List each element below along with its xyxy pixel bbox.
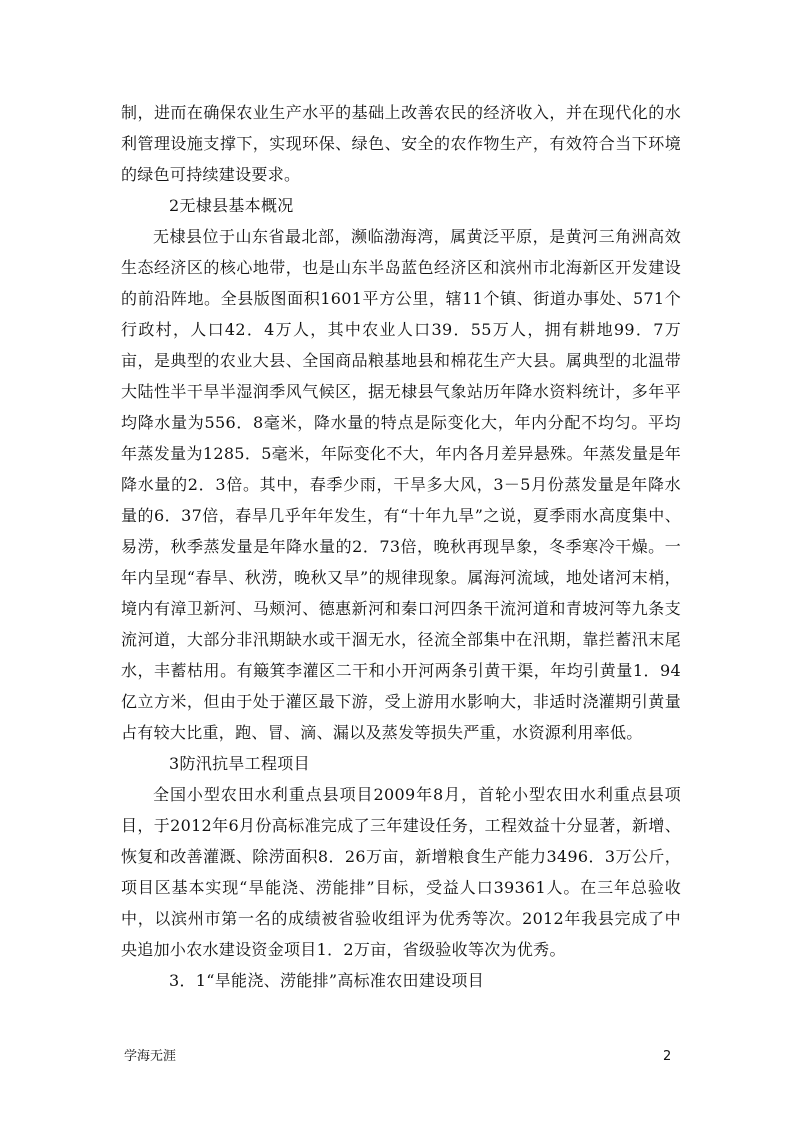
footer-motto: 学海无涯: [124, 1049, 177, 1064]
paragraph-county-overview: 无棣县位于山东省最北部，濒临渤海湾，属黄泛平原，是黄河三角洲高效生态经济区的核心地带，也是山东半岛蓝色经济区和滨州市北海新区开发建设的前沿阵地。全县版图面积1601平方公里，辖11个镇、街道办事处、571个行政村，人口42．4万人，其中农业人口39．55万人，拥有耕地99．7万亩，是典型的农业大县、全国商品粮基地县和棉花生产大县。属典型的北温带大陆性半干旱半湿润季风气候区，据无棣县气象站历年降水资料统计，多年平均降水量为556．8毫米，降水量的特点是际变化大，年内分配不均匀。平均年蒸发量为1285．5毫米，年际变化不大，年内各月差异悬殊。年蒸发量是年降水量的2．3倍。其中，春季少雨，干旱多大风，3－5月份蒸发量是年降水量的6．37倍，春旱几乎年年发生，有“十年九旱”之说，夏季雨水高度集中、易涝，秋季蒸发量是年降水量的2．73倍，晚秋再现旱象，冬季寒冷干燥。一年内呈现“春旱、秋涝，晚秋又旱”的规律现象。属海河流域，地处诸河末梢，境内有漳卫新河、马颊河、德惠新河和秦口河四条干流河道和青坡河等九条支流河道，大部分非汛期缺水或干涸无水，径流全部集中在汛期，靠拦蓄汛末尾水，丰蓄枯用。有簸箕李灌区二干和小开河两条引黄干渠，年均引黄量1．94亿立方米，但由于处于灌区最下游，受上游用水影响大，非适时浇灌期引黄量占有较大比重，跑、冒、滴、漏以及蒸发等损失严重，水资源利用率低。: [121, 227, 681, 742]
page-number: 2: [663, 1049, 672, 1064]
section-heading-3: 3防汛抗旱工程项目: [169, 754, 310, 773]
section-heading-3-1: 3．1“旱能浇、涝能排”高标准农田建设项目: [169, 971, 485, 990]
body-text: [121, 97, 681, 996]
paragraph-flood-drought-project: 全国小型农田水利重点县项目2009年8月，首轮小型农田水利重点县项目，于2012年6月份高标准完成了三年建设任务，工程效益十分显著，新增、恢复和改善灌溉、除涝面积8．26万亩，新增粮食生产能力3496．3万公斤，项目区基本实现“旱能浇、涝能排”目标，受益人口39361人。在三年总验收中，以滨州市第一名的成绩被省验收组评为优秀等次。2012年我县完成了中央追加小农水建设资金项目1．2万亩，省级验收等次为优秀。: [121, 785, 681, 959]
paragraph-continuation: 制，进而在确保农业生产水平的基础上改善农民的经济收入，并在现代化的水利管理设施支撑下，实现环保、绿色、安全的农作物生产，有效符合当下环境的绿色可持续建设要求。: [121, 103, 681, 184]
section-heading-2: 2无棣县基本概况: [169, 196, 294, 215]
